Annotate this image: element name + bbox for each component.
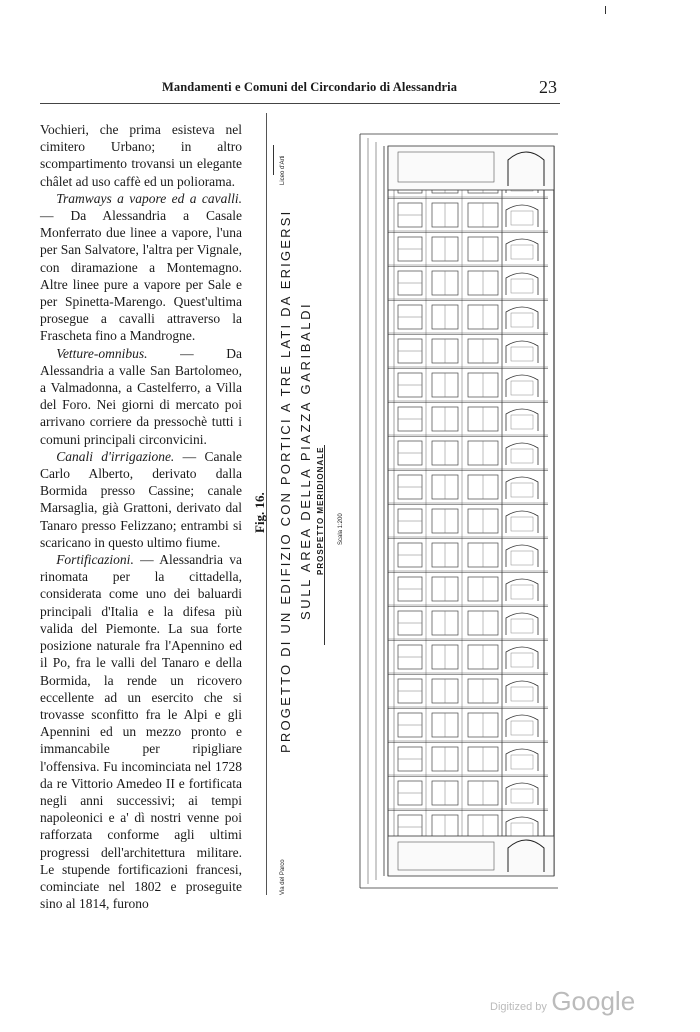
watermark-small: Digitized by (490, 1001, 547, 1013)
paragraph-lead: Tramways a vapore ed a cavalli. (56, 190, 242, 206)
watermark-big: Google (551, 986, 636, 1016)
google-watermark (490, 986, 635, 1017)
paragraph (40, 448, 242, 551)
figure-caption-line1: PROGETTO DI UN EDIFIZIO CON PORTICI A TRE LATI DA ERIGERSI (278, 209, 293, 753)
page-number: 23 (539, 77, 557, 97)
paragraph-text: — Da Alessandria a valle San Bartolomeo, a Valmadonna, a Castelferro, a Villa del Foro. Nei giorni di mercato poi arrivano corriere da pressochè tutti i comuni principali circonvicini. (40, 345, 242, 447)
paragraph-text: — Canale Carlo Alberto, derivato dalla Bormida presso Cassine; canale Marsaglia, già Grattoni, derivato dal Tanaro presso Felizzano; entrambi si scaricano in questo ultimo fiume. (40, 448, 242, 550)
figure-captions (252, 115, 354, 895)
paragraph-text: — Alessandria va rinomata per la cittadella, considerata come uno dei baluardi principali d'Italia e la difesa più valida del Piemonte. La sua forte posizione naturale fra l'Apennino ed il Po, fra le valli del Tanaro e della Bormida, la rende un ricovero eccellente ad un esercito che si trovasse sconfitto fra le Alpi e gli Apennini ed un mezzo pronto e immancabile per ripigliare l'offensiva. Fu incominciata nel 1728 da re Vittorio Amedeo II e fortificata negli anni successivi; ai tempi napoleonici e a' dì nostri venne poi rafforzata conforme agli ultimi progressi dell'architettura militare. Le stupende fortificazioni francesi, cominciate nel 1802 e proseguite sino al 1814, furono (40, 552, 242, 912)
body-text (40, 121, 242, 912)
paragraph (40, 345, 242, 448)
figure-street-left: Via del Parco (280, 859, 286, 895)
running-title: Mandamenti e Comuni del Circondario di Alessandria (162, 80, 458, 94)
paragraph-lead: Fortificazioni. (56, 552, 134, 568)
paragraph (40, 190, 242, 345)
figure-caption-line2: SULL AREA DELLA PIAZZA GARIBALDI (298, 301, 313, 620)
paragraph-lead: Canali d'irrigazione. (56, 448, 175, 464)
figure-street-top: Liceo d'Arti (280, 155, 286, 185)
running-header (162, 77, 557, 102)
paragraph-lead: Vetture-omnibus. (56, 345, 148, 361)
paragraph (40, 121, 242, 190)
paragraph (40, 551, 242, 912)
paragraph-text: — Da Alessandria a Casale Monferrato due linee a vapore, l'una per San Salvatore, l'altra per Vignale, con diramazione a Montemagno. Altre linee pure a vapore per Sale e per Spinetta-Marengo. Quest'ultima prosegue a cavalli attraverso la Frascheta fino a Mandrogne. (40, 208, 242, 344)
scale-line (324, 445, 325, 645)
scale-tick (273, 145, 274, 175)
figure-label: Fig. 16. (252, 492, 267, 533)
header-rule (40, 103, 560, 104)
building-elevation-drawing (358, 130, 570, 892)
scan-mark (605, 6, 606, 14)
paragraph-text: Vochieri, che prima esisteva nel cimitero Urbano; in altro scompartimento trovansi un elegante châlet ad uso caffè ed un poliorama. (40, 122, 242, 189)
figure-scale: Scala 1:200 (338, 513, 344, 545)
figure-subtitle: PROSPETTO MERIDIONALE (316, 446, 325, 575)
